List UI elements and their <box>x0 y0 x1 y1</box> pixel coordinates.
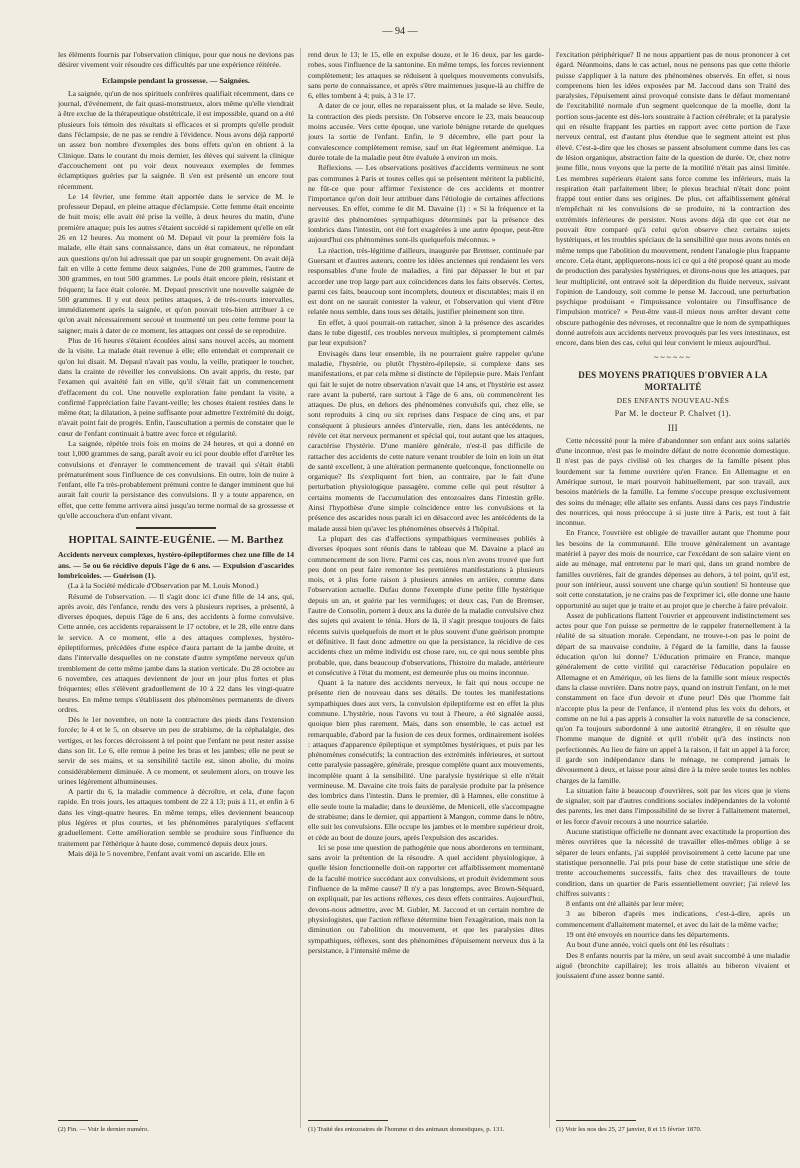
paragraph: La réaction, très-légitime d'ailleurs, inaugurée par Bremser, continuée par Guersant et d'autres auteurs, contre les idées anciennes qui rendaient les vers responsables d'une foule de maladies, a fini par dépasser le but et par accorder une trop large part aux coïncidences dans les faits observés. Certes, parmi ces faits, beaucoup sont incomplets, douteux et discutables; mais il en est dont on ne saurait contester la valeur, et l'observation qui vient d'être relatée nous semble, dans tous ses détails, justifier pleinement son titre. <box>308 245 544 317</box>
paragraph: Dès le 1er novembre, on note la contracture des pieds dans l'extension forcée; le 4 et le 5, on observe un peu de strabisme, de la céphalalgie, des vertiges, et les forces décroissent à tel point que l'enfant ne peut rester assise dans son lit. Le 6, elle remue à peine les bras et les jambes; elle ne peut se servir de ses mains, et sa sensibilité tactile est, sinon abolie, du moins considérablement diminuée. A ce moment, et seulement alors, on trouve les urines légèrement albumineuses. <box>58 715 294 786</box>
footnote-rule <box>308 1120 388 1121</box>
paragraph: Réflexions. — Les observations positives d'accidents vermineux ne sont pas communes à Paris et toutes celles qui se présentent méritent la publicité, ne fût-ce que pour affirmer l'existence de ces accidents et montrer l'importance qu'on doit leur attribuer dans l'étiologie de certaines affections nerveuses. En effet, comme le dit M. Davaine (1) : « Si la fréquence et la gravité des phénomènes sympathiques déterminés par la présence des lombrics dans l'intestin, ont été fort exagérées à une autre époque, peut-être aujourd'hui ces phénomènes sont-ils quelquefois méconnus. » <box>308 163 544 245</box>
paragraph: 8 enfants ont été allaités par leur mère; <box>566 899 684 909</box>
column-divider <box>300 48 301 1128</box>
footnote-rule <box>58 1120 138 1121</box>
paragraph: 19 ont été envoyés en nourrice dans les départements. <box>566 930 730 940</box>
paragraph: Aucune statistique officielle ne donnant avec exactitude la proportion des mères ouvrières que la nécessité de travailler elles-mêmes oblige à se séparer de leurs enfants, j'ai suppléé provisoirement à cette lacune par une statistique personnelle. J'ai pris pour base de cette statistique une série de trente accouchements successifs, faits chez des travailleurs de toute condition, dans un quartier de Paris essentiellement ouvrier; j'ai relevé les chiffres suivants : <box>556 827 790 898</box>
paragraph: La saignée, qu'un de nos spirituels confrères qualifiait récemment, dans ce journal, d'événement, de fait quasi-monstrueux, alors même qu'elle viendrait à être exclue de la thérapeutique obstétricale, il est impossible, quand on a été plusieurs fois témoin des résultats si efficaces et si prompts qu'elle produit dans l'éclampsie, de ne pas se rendre à l'évidence. Nous avons déjà rapporté un assez bon nombre d'exemples des bons effets qu'on en obtient à la Clinique. Dans le courant du mois dernier, les élèves qui suivent la clinique d'accouchement ont pu voir deux nouveaux exemples de femmes éclamptiques guéries par la saignée. Il s'en est présenté un encore tout récemment. <box>58 88 294 191</box>
paragraph: Des 8 enfants nourris par la mère, un seul avait succombé à une maladie aiguë (bronchite capillaire); les trois allaités au biberon vivaient et jouissaient d'une assez bonne santé. <box>556 950 790 981</box>
paragraph: La plupart des cas d'affections sympathiques vermineuses publiés à diverses époques sont réunis dans le tableau que M. Davaine a placé au commencement de son livre. Parmi ces cas, nous n'en avons trouvé que fort peu dont on peut faire remonter les premières manifestations à plusieurs mois, et à plus forte raison à plusieurs années en arrière, comme dans l'observation actuelle. Dufau donne l'exemple d'une petite fille hystérique depuis un an, et guérie par les vermifuges; et deux cas, l'un de Bremser, l'autre de Consolin, portent à deux ans la durée de la maladie convulsive chez des sujets qui avaient le ténia. Hors de là, il s'agit presque toujours de faits récents suivis quelquefois de mort et le plus souvent d'une guérison prompte et définitive. Il faut donc admettre ou que la persistance, la récidive de ces accidents chez un même individu est chose rare, ou, ce qui nous semble plus probable, que, dans beaucoup d'observations, l'histoire du malade, antérieure et consécutive à l'état du moment, est demeurée plus ou moins inconnue. <box>308 533 544 677</box>
divider <box>136 527 216 529</box>
column-right <box>556 50 790 1114</box>
part-number: III <box>667 422 679 433</box>
paragraph: Résumé de l'observation. — Il s'agit donc ici d'une fille de 14 ans, qui, après avoir, dès l'enfance, rendu des vers à plusieurs reprises, a présenté, à diverses époques, depuis l'âge de 6 ans, des accidents à forme convulsive. Cette année, ces accidents reparaissent le 17 octobre, et le 28, elle entre dans le service. A ce moment, elle a des attaques complexes, hystéro-épileptiformes, précédées d'une espèce d'aura partant de la jambe droite, et dans l'intervalle desquelles on ne constate d'autre symptôme nerveux qu'un tremblement de cette même jambe dans la station verticale. Du 28 octobre au 6 novembre, ces attaques deviennent de jour en jour plus fortes et plus fréquentes; elles s'élèvent graduellement de 10 à 22 dans les vingt-quatre heures. En même temps s'établissent des phénomènes permanents de divers ordres. <box>58 591 294 714</box>
footnote: (2) Fin. — Voir le dernier numéro. <box>58 1126 149 1133</box>
paragraph: l'excitation périphérique? Il ne nous appartient pas de nous prononcer à cet égard. Néanmoins, dans le cas actuel, nous ne pensons pas que cette théorie puisse s'appliquer à la nature des phénomènes observés. En effet, si nous comprenons bien les idées exposées par M. Jaccoud dans son Traité des paralysies, l'épuisement ainsi provoqué consiste dans le défaut momentané de l'excitabilité normale d'un segment quelconque de la moelle, dont la portion sous-jacente est dès-lors soustraite à l'action cérébrale; et la paralysie qui en résulte frappant les parties en rapport avec cette portion de l'axe nerveux central, est d'autant plus étendue que le segment atteint est plus élevé. C'est-à-dire que les choses se passent absolument comme dans les cas de lésion organique, abstraction faite de la question de durée. Or, chez notre jeune fille, nous voyons que la perte de la motilité n'était pas ainsi limitée. Les membres supérieurs étaient sans force comme les inférieurs, mais la respiration était parfaitement libre; le plexus brachial n'était donc point frappé tout entier dans ses origines. De plus, cet affaiblissement général n'empêchait ni les convulsions de se produire, ni la contraction des extrémités inférieures de persister. Nous avons déjà dit que cet état ne pouvait être comparé qu'à celui qu'on observe chez certains sujets hystériques, et les troubles spéciaux de la sensibilité que nous avons notés en même temps que l'abolition du mouvement, rendent l'analogie plus frappante encore. Cela étant, appliquerons-nous ici ce qui a été proposé quant au mode de production des paralysies hystériques, et dirons-nous que les attaques, par leur multiplicité, ont entravé soit la déperdition du fluide nerveux, suivant l'opinion de Landouzy, soit comme le pense M. Jaccoud, une perturbation psychique produisant « l'impuissance volontaire ou l'insuffisance de l'impulsion motrice? » Peut-être vaut-il mieux nous arrêter devant cette obscure pathogénie des névroses, et reconnaître que le nom de sympathiques donné autrefois aux accidents nerveux provoqués par les vers intestinaux, est encore, dans bien des cas, celui qui leur convient le mieux aujourd'hui. <box>556 50 790 348</box>
ornament-divider: ~~~~~~ <box>654 352 692 362</box>
page-number: — 94 — <box>382 26 418 37</box>
column-left <box>58 50 294 1114</box>
section-title: Eclampsie pendant la grossesse. — Saignées. <box>102 75 250 85</box>
article-subheading: DES ENFANTS NOUVEAU-NÉS <box>616 395 730 405</box>
paragraph: A partir du 6, la maladie commence à décroître, et cela, d'une façon rapide. En trois jours, les attaques tombent de 22 à 13; puis à 11, et enfin à 6 dans les vingt-quatre heures. En même temps, elles deviennent beaucoup plus légères et plus courtes, et les phénomènes paralytiques s'effacent graduellement. Cette amélioration semble se produire sous l'influence du traitement par l'éthérique à haute dose, commencé depuis deux jours. <box>58 787 294 848</box>
paragraph: Cette nécessité pour la mère d'abandonner son enfant aux soins salariés d'une inconnue, n'est pas le moindre défaut de notre économie domestique. Il n'est pas de pays civilisé où les charges de la famille pèsent plus lourdement sur la femme ouvrière qu'en France. En Allemagne et en Amérique surtout, le mari pourvoit habituellement, par son travail, aux besoins matériels de la famille. La femme s'occupe presque exclusivement des soins du ménage; elle allaite ses enfants. Aussi dans ces pays l'industrie des nourrices, qui nous préoccupe à si juste titre à Paris, est tout à fait inconnue. <box>556 435 790 528</box>
paragraph: Plus de 16 heures s'étaient écoulées ainsi sans nouvel accès, au moment de la visite. La malade était revenue à elle; elle entendait et comprenait ce qu'on lui disait. M. Depaul n'avait pas voulu, la veille, pratiquer le toucher, dans la crainte de réveiller les convulsions. On avait appris, du reste, par l'examen qui avaitété fait en ville, qu'il s'était fait un commencement d'effacement du col. Une nouvelle exploration faite pendant la visite, a confirmé l'appréciation faite l'avant-veille; les choses étaient restées dans le même état; la dilatation, à peine suffisante pour admettre l'extrémité du doigt, n'avait point fait de progrès. Enfin, l'auscultation a permis de constater que le cœur de l'enfant continuait à battre avec force et régularité. <box>58 336 294 438</box>
column-middle <box>308 50 544 1114</box>
author-line: Par M. le docteur P. Chalvet (1). <box>614 409 732 419</box>
article-subheading: Accidents nerveux complexes, hystéro-épileptiformes chez une fille de 14 ans. — 5e ou 6e récidive depuis l'âge de 6 ans. — Expulsion d'ascarides lombricoïdes. — Guérison (1). <box>58 550 294 580</box>
paragraph: Le 14 février, une femme était apportée dans le service de M. le professeur Depaul, en pleine attaque d'éclampsie. Cette femme était enceinte de huit mois; elle avait été prise la veille, à deux heures du matin, d'une première attaque; puis les autres s'étaient succédé si rapidement qu'elle en eût 26 en 12 heures. Au moment où M. Depaul vit pour la première fois la malade, elle était sans connaissance, dans un état comateux, ne répondant aux questions qu'on lui adressait que par un soupir grognement. On avait déjà fait en ville à cette femme deux saignées, l'une de 200 grammes, l'autre de 300 grammes, en tout 500 grammes. Le pouls était encore plein, résistant et fréquent; la face était colorée. M. Depaul prescrivit une nouvelle saignée de 500 grammes. Il y eut deux petites attaques, à de très-courts intervalles, immédiatement après la saignée, et qu'on pouvait très-bien attribuer à ce qu'on avait nécessairement secoué et tourmenté un peu cette femme pour la saigner; mais à dater de ce moment, les attaques ont cessé de se reproduire. <box>58 191 294 335</box>
paragraph: Quant à la nature des accidents nerveux, le fait qui nous occupe ne présente rien de nouveau dans ses détails. De toutes les manifestations sympathiques dues aux vers, la convulsion épileptiforme est en effet la plus commune. L'hystérie, nous l'avons vu tout à l'heure, a été signalée aussi, quoique bien plus rarement. Mais, dans son ensemble, le cas actuel est remarquable, d'abord par la fusion de ces deux formes, ordinairement isolées : attaques d'apparence épileptique et symptômes hystériques, et puis par les phénomènes consécutifs; la contraction des extrémités inférieures, et surtout cette paralysie passagère, générale, presque complète quant aux mouvements, incomplète quant à la sensibilité. Une paralysie hystérique si elle n'était vermineuse. M. Davaine cite trois faits de paralysie produite par la présence des lombrics dans l'intestin. Dans le premier, dû à Hamnes, elle constitue à elle seule toute la maladie; dans le deuxième, de Meniceli, elle s'accompagne de strabisme; dans le dernier, qui appartient à Mangon, comme dans le nôtre, elle suit les convulsions. Elle occupe les jambes et le membre supérieur droit, et cède au bout de douze jours, après l'expulsion des ascarides. <box>308 678 544 842</box>
paragraph: A dater de ce jour, elles ne reparaissent plus, et la malade se lève. Seule, la contraction des pieds persiste. On l'observe encore le 23, mais beaucoup moins accusée. Vers cette époque, une variole bénigne retarde de quelques jours la sortie de l'enfant. Enfin, le 9 décembre, elle part pour la convalescence complètement remise, sauf un état légèrement anémique. La durée totale de la maladie peut être évaluée à environ un mois. <box>308 101 544 162</box>
paragraph: La situation faite à beaucoup d'ouvrières, soit par les vices que je viens de signaler, soit par d'autres conditions sociales indépendantes de la volonté des parents, les met dans l'impossibilité de se livrer à l'allaitement maternel, et les force d'avoir recours à une nourrice salariée. <box>556 785 790 826</box>
article-heading: HOPITAL SAINTE-EUGÉNIE. — M. Barthez <box>68 535 284 547</box>
paragraph: La saignée, répétée trois fois en moins de 24 heures, et qui a donné en tout 1,000 grammes de sang, paraît avoir eu ici pour double effet d'arrêter les convulsions et d'enrayer le commencement de travail qui s'était établi prématurément sous l'influence de ces convulsions. En outre, loin de nuire à l'enfant, elle l'a très-probablement prémuni contre le danger imminent que lui aurait fait courir la persistance des convulsions. Il y a toute apparence, en effet, que cette femme arrivera ainsi jusqu'au terme normal de sa grossesse et qu'elle accouchera d'un enfant vivant. <box>58 438 294 521</box>
paragraph: Ici se pose une question de pathogénie que nous aborderons en terminant, sans avoir la prétention de la résoudre. A quel accident physiologique, à quelle lésion fonctionnelle doit-on rapporter cet affaiblissement momentané de la faculté motrice succédant aux convulsions, et produit évidemment sous l'influence de la même cause? Il n'y a pas longtemps, avec Brown-Séquard, on expliquait, par les actions réflexes, ces deux effets contraires. Aujourd'hui, devons-nous admettre, avec M. Gubler, M. Jaccoud et un certain nombre de physiologistes, que l'action réflexe détermine bien l'exagération, mais non la diminution ou l'abolition du mouvement, et que les paralysies dites sympathiques, réflexes, sont des phénomènes d'épuisement nerveux dus à la persistance, à l'intensité même de <box>308 842 544 955</box>
paragraph: Envisagés dans leur ensemble, ils ne pourraient guère rappeler qu'une maladie, l'hystérie, ou plutôt l'hystéro-épilepsie, si complexe dans ses manifestations, et par cela même si distincte de l'épilepsie pure. Mais l'enfant qui fait le sujet de notre observation n'avait que 14 ans, et l'hystérie est assez rare avant la puberté, rare surtout à l'âge de 6 ans, où commencèrent les attaques. De plus, en dehors des phénomènes convulsifs qui, chez elle, se sont reproduits à cinq ou six reprises dans l'espace de cinq ans, et par conséquent à plusieurs années d'intervalle, rien, dans les antécédents, ne révèle cet état nerveux permanent et spécial qui, tout autant que les attaques, caractérise l'hystérie. D'une manière générale, n'est-il pas difficile de rattacher des accidents de cette nature venant troubler de loin en loin un état de santé excellent, à une altération permanente quelconque, fonctionnelle ou organique? Ils s'expliquent fort bien, au contraire, par le fait d'une perturbation physiologique passagère, comme celle qui peut résulter à certains moments de l'accumulation des entozoaires dans l'intestin grêle. Ainsi l'hypothèse d'une simple coïncidence entre les convulsions et la présence des ascarides nous paraît ici en désaccord avec les antécédents de la malade aussi bien qu'avec les phénomènes observés à l'hôpital. <box>308 348 544 533</box>
paragraph: 3 au biberon d'après mes indications, c'est-à-dire, après un commencement d'allaitement maternel, et avec du lait de la même vache; <box>556 909 790 929</box>
paragraph: En effet, à quoi pourrait-on rattacher, sinon à la présence des ascarides dans le tube digestif, ces troubles nerveux multiples, si promptement calmés par leur expulsion? <box>308 317 544 348</box>
article-heading: DES MOYENS PRATIQUES D'OBVIER A LA MORTALITÉ <box>578 369 768 392</box>
footnote-rule <box>556 1120 636 1121</box>
paragraph: les éléments fournis par l'observation clinique, pour que nous ne devions pas désirer vivement voir résoudre ces difficultés par une expérience réitérée. <box>58 50 294 70</box>
paragraph: En France, l'ouvrière est obligée de travailler autant que l'homme pour les besoins de la communauté. Elle trouve généralement un avantage matériel à payer des mois de nourrice, car l'excédant de son salaire vient en aide au ménage, mal entretenu par le mari qui, dans un grand nombre de familles ouvrières, fait de grandes dépenses au dehors, à tel point, qu'il est, pour son intérieur, aussi souvent une charge qu'un soutien! Si honteuse que soit cette constatation, je ne crains pas de l'exprimer ici, elle donne une haute opportunité au sujet que je traite et au projet que je cherche à faire prévaloir. <box>556 528 790 610</box>
paragraph: rend deux le 13; le 15, elle en expulse douze, et le 16 deux, par les garde-robes, sous l'influence de la santonine. En même temps, les forces reviennent complètement; les attaques se réduisent à quelques mouvements convulsifs, sans perte de connaissance, et après s'être maintenues jusque-là au chiffre de 6, elles tombent à 4; puis, à 3 le 17. <box>308 50 544 101</box>
column-divider <box>549 48 550 1128</box>
paragraph: Mais déjà le 5 novembre, l'enfant avait vomi un ascaride. Elle en <box>68 848 265 858</box>
paragraph: Assez de publications flattent l'ouvrier et approuvent indistinctement ses actes pour que l'on puisse se permettre de le rappeler fraternellement à la réalité de sa situation morale. Cependant, ne trouve-t-on pas le point de départ de sa mauvaise conduite, à l'égard de la famille, dans la fausse éducation qu'on lui donne? L'éducation primaire en France, manque généralement de cette virilité qui caractérise l'éducation populaire en Allemagne et en Amérique, où les liens de la famille sont mieux respectés dans la classe ouvrière. Dans notre pays, quand on instruit l'enfant, on le met constamment en face d'un devoir et d'une peur! Dès que l'homme fait n'accepte plus la peur de l'enfance, il n'entend plus les voix du dehors, et comme on ne lui a pas appris à consulter la voix naturelle de sa conscience, qu'on l'a toujours subordonné à une autorité étrangère, il en résulte que l'homme manque de dignité et qu'il n'obéit qu'à des instincts non perfectionnés. Au lieu de faire un appel à la raison, il fait un appel à la force; il garde son indépendance dans le ménage, ne comprend jamais le dévouement à deux, et laisse pour ainsi dire à la mère seule toutes les nobles charges de la famille. <box>556 610 790 785</box>
footnote: (1) Traité des entozoaires de l'homme et des animaux domestiques, p. 131. <box>308 1126 505 1133</box>
paragraph: Au bout d'une année, voici quels ont été les résultats : <box>566 940 730 950</box>
society-note: (La à la Société médicale d'Observation par M. Louis Monod.) <box>68 581 259 591</box>
footnote: (1) Voir les nos des 25, 27 janvier, 8 et 15 février 1870. <box>556 1126 702 1133</box>
